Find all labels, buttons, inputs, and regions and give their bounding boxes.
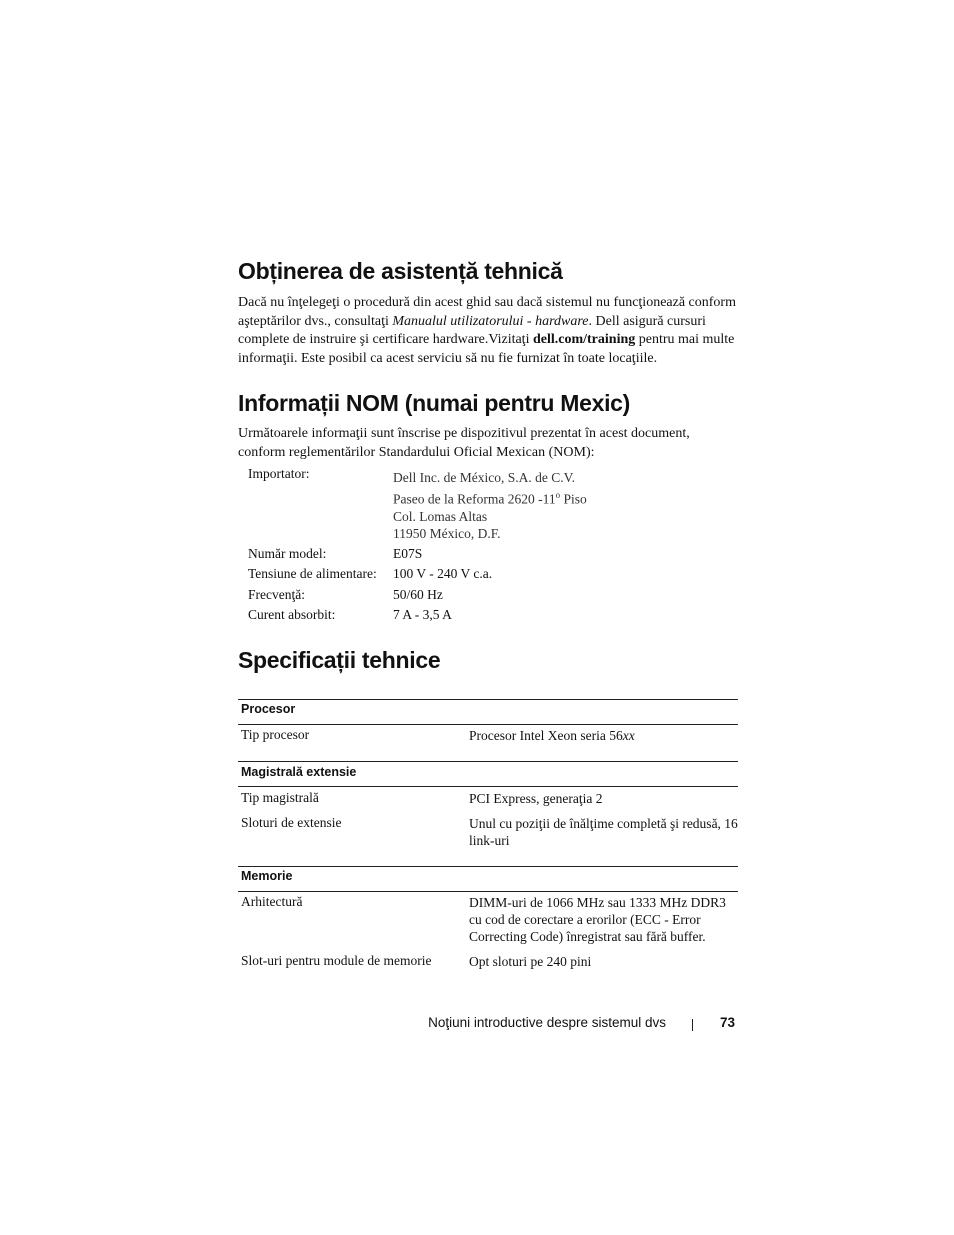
memory-slots-label: Slot-uri pentru module de memorie xyxy=(241,953,432,968)
page-number: 73 xyxy=(720,1015,736,1030)
memory-header: Memorie xyxy=(241,869,293,883)
table-rule xyxy=(238,724,738,725)
nom-row-value: 7 A - 3,5 A xyxy=(393,607,452,622)
address-line-4: 11950 México, D.F. xyxy=(393,526,501,542)
bus-type-value: PCI Express, generaţia 2 xyxy=(469,791,603,806)
bus-slots-label: Sloturi de extensie xyxy=(241,815,342,830)
table-rule xyxy=(238,866,738,867)
nom-heading: Informații NOM (numai pentru Mexic) xyxy=(238,390,631,416)
address-line-3: Col. Lomas Altas xyxy=(393,508,488,524)
nom-row-label: Număr model: xyxy=(248,546,327,561)
training-link[interactable]: dell.com/training xyxy=(532,332,636,348)
nom-row-value: 100 V - 240 V c.a. xyxy=(393,566,493,581)
footer-title: Noţiuni introductive despre sistemul dvs xyxy=(428,1015,666,1030)
support-paragraph xyxy=(238,294,738,368)
nom-row-value: E07S xyxy=(393,546,423,561)
support-text-2: . Dell asigură cursuri complete de instruire şi certificare hardware.Vizitaţi xyxy=(238,313,706,348)
importer-label: Importator: xyxy=(248,466,310,481)
processor-header: Procesor xyxy=(241,702,296,716)
address-line-2: Paseo de la Reforma 2620 -11$^o$ Piso xyxy=(393,489,587,507)
bus-slots-value: Unul cu poziţii de înălţime completă şi redusă, 16 link-uri xyxy=(469,816,738,848)
nom-row-label: Frecvenţă: xyxy=(248,587,305,602)
memory-arch-label: Arhitectură xyxy=(241,894,303,909)
bus-header: Magistrală extensie xyxy=(241,765,357,779)
table-rule xyxy=(238,786,738,787)
support-heading: Obținerea de asistență tehnică xyxy=(238,258,563,284)
address-line-1: Dell Inc. de México, S.A. de C.V. xyxy=(393,470,575,485)
importer-address xyxy=(393,469,587,543)
support-text-1: Dacă nu înţelegeţi o procedură din acest ghid sau dacă sistemul nu funcţionează conform aşteptărilor dvs., consultaţi xyxy=(238,295,736,329)
manual-title: Manualul utilizatorului - hardware xyxy=(392,313,589,329)
specs-heading: Specificații tehnice xyxy=(238,647,441,673)
bus-type-label: Tip magistrală xyxy=(241,790,319,805)
nom-row-label: Tensiune de alimentare: xyxy=(248,566,377,581)
processor-type-value: Procesor Intel Xeon seria 56xx xyxy=(469,728,635,743)
table-rule xyxy=(238,699,738,700)
memory-slots-value: Opt sloturi pe 240 pini xyxy=(469,954,592,969)
nom-row-value: 50/60 Hz xyxy=(393,587,443,602)
nom-row-label: Curent absorbit: xyxy=(248,607,336,622)
nom-intro: Următoarele informaţii sunt înscrise pe dispozitivul prezentat în acest document, conform reglementărilor Standardului Oficial Mexican (NOM): xyxy=(238,426,690,460)
table-rule xyxy=(238,761,738,762)
processor-type-label: Tip procesor xyxy=(241,727,310,742)
table-rule xyxy=(238,891,738,892)
support-text-3: pentru mai multe informaţii. Este posibil ca acest serviciu să nu fie furnizat în toate locaţiile. xyxy=(238,332,735,366)
memory-arch-value: DIMM-uri de 1066 MHz sau 1333 MHz DDR3 cu cod de corectare a erorilor (ECC - Error Correcting Code) înregistrat sau fără buffer. xyxy=(469,895,726,944)
footer-separator xyxy=(692,1019,693,1031)
